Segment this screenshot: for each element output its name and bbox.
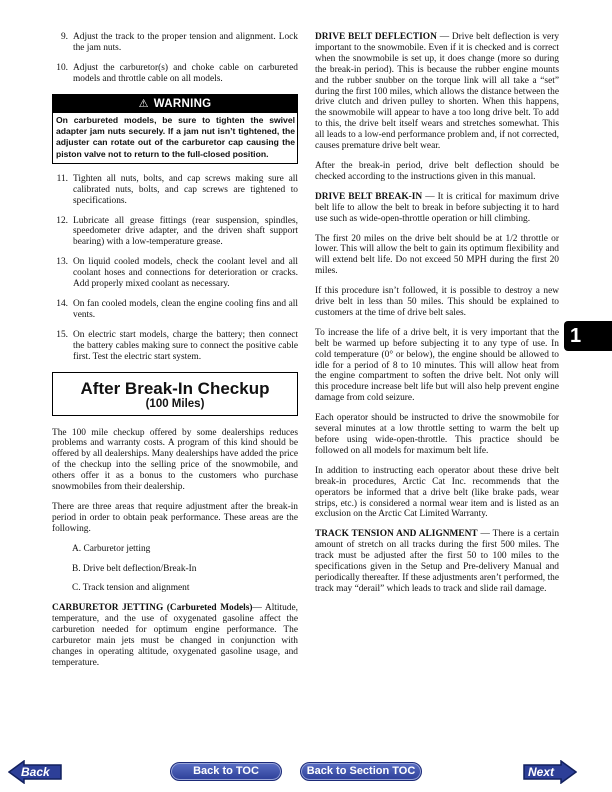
step-text: Adjust the carburetor(s) and choke cable on carbureted models and throttle cable on all models. (73, 62, 298, 84)
back-button[interactable] (8, 760, 62, 784)
paragraph: Each operator should be instructed to drive the snowmobile for several minutes at a low throttle setting to warm the belt up before using wide-open-throttle. This practice should be followed on all models for maximum belt life. (315, 413, 559, 456)
list-item (52, 330, 298, 363)
section-title: After Break-In Checkup (80, 378, 270, 398)
area-item: C. Track tension and alignment (72, 583, 190, 594)
paragraph: If this procedure isn’t followed, it is possible to destroy a new drive belt in less than 50 miles. This should be explained to customers at the time of drive belt sales. (315, 286, 559, 318)
drive-belt-break-in-lead: DRIVE BELT BREAK-IN (315, 191, 423, 202)
next-button[interactable] (523, 760, 577, 784)
drive-belt-deflection-text: — Drive belt deflection is very important to the snowmobile. Even if it is checked and is correct when the snowmobile is set up, it does change (more so during the break-in period). This is because the rubber engine mounts and the rubber snubber on the torque link will all take a “set” during the first 100 miles, which allows the distance between the drive clutch and driven pulley to shorten. When this happens, the snowmobile will appear to have a too long drive belt. To add to this, the drive belt itself wears and stretches somewhat. This all leads to a low-end performance problem and, if not corrected, causes premature drive belt wear. (315, 32, 560, 152)
list-item (52, 174, 298, 207)
section-heading (52, 372, 298, 416)
step-text: Adjust the track to the proper tension and alignment. Lock the jam nuts. (73, 32, 298, 53)
carburetor-jetting-text: — Altitude, temperature, and the use of oxygenated gasoline affect the carburetion needed for optimum engine performance. The carburetor main jets must be changed in conjunction with changes in operating altitude, oxygenated gasoline usage, and temperature. (52, 603, 298, 668)
list-item (52, 216, 298, 249)
track-tension-lead: TRACK TENSION AND ALIGNMENT (315, 529, 478, 540)
top-steps-list (52, 32, 298, 85)
track-tension-paragraph (315, 529, 559, 594)
drive-belt-deflection-lead: DRIVE BELT DEFLECTION (315, 32, 437, 42)
next-label: Next (528, 765, 555, 779)
step-number: 9. (60, 32, 68, 42)
intro-paragraph: The 100 mile checkup offered by some dealerships reduces problems and warranty costs. A program of this kind should be offered by all dealerships. Many dealerships have added the price of the checkup into the selling price of the snowmobile, and others offer it as a bonus to the customers who purchase snowmobiles from their dealership. (52, 427, 298, 493)
list-item (52, 257, 298, 290)
section-subtitle: (100 Miles) (145, 397, 205, 410)
paragraph: In addition to instructing each operator about these drive belt break-in procedures, Arctic Cat Inc. recommends that the operators be informed that a drive belt (like brake pads, wear strips, etc.) is considered a normal wear item and is listed as an exclusion on the Arctic Cat Limited Warranty. (315, 465, 559, 520)
area-item: A. Carburetor jetting (72, 543, 151, 554)
back-label: Back (21, 765, 50, 779)
warning-box (52, 94, 298, 164)
step-text: Tighten all nuts, bolts, and cap screws making sure all calibrated nuts, bolts, and cap screws are tightened to specifications. (73, 173, 298, 206)
paragraph: The first 20 miles on the drive belt should be at 1/2 throttle or lower. This will allow the belt to gain its optimum flexibility and will extend belt life. Do not exceed 50 MPH during the first 20 miles. (315, 233, 559, 277)
area-item: B. Drive belt deflection/Break-In (72, 563, 197, 574)
step-number: 15. (56, 329, 68, 340)
areas-list (52, 544, 298, 595)
warning-text: On carbureted models, be sure to tighten the swivel adapter jam nuts securely. If a jam nut isn’t tightened, the adjuster can rotate out of the carburetor cap causing the piston valve not to return to the full-closed position. (56, 114, 295, 159)
step-number: 10. (56, 62, 68, 73)
list-item (52, 299, 298, 321)
paragraph: After the break-in period, drive belt deflection should be checked according to the instructions given in this manual. (315, 160, 559, 182)
track-tension-text: — There is a certain amount of stretch on all tracks during the first 500 miles. The track must be adjusted after the first 50 to 100 miles to the specifications given in the Setup and Pre-delivery Manual and periodically thereafter. If these adjustments aren’t performed, the track may “derail” which leads to track and slide rail damage. (315, 529, 560, 594)
list-item (52, 63, 298, 85)
warning-triangle-icon: ⚠ (138, 97, 149, 110)
step-number: 13. (56, 257, 68, 268)
carburetor-jetting-paragraph (52, 603, 298, 668)
drive-belt-break-in-paragraph (315, 192, 559, 225)
step-text: On electric start models, charge the battery; then connect the battery cables making sure to connect the positive cable first. Test the electric start system. (73, 329, 298, 362)
paragraph: To increase the life of a drive belt, it is very important that the belt be warmed up before subjecting it to any type of use. In cold temperature (0° or below), the engine should be allowed to idle for a period of 8 to 10 minutes. This will allow heat from the engine compartment to soften the drive belt. Not only will this procedure increase belt life but will also help prevent engine damage from cold seizure. (315, 327, 559, 404)
list-item (52, 32, 298, 54)
drive-belt-break-in-text: — It is critical for maximum drive belt life to allow the belt to break in before subjecting it to hard use such as wide-open-throttle operation or hill climbing. (315, 191, 560, 224)
left-column (52, 32, 298, 678)
step-text: On liquid cooled models, check the coolant level and all coolant hoses and connections for deterioration or cracks. Add properly mixed coolant as necessary. (73, 257, 298, 290)
back-to-toc-button[interactable]: Back to TOC (170, 762, 282, 781)
section-tab: 1 (564, 321, 612, 351)
right-column (315, 32, 559, 604)
drive-belt-deflection-paragraph (315, 32, 559, 152)
warning-header (53, 95, 297, 113)
areas-intro-paragraph: There are three areas that require adjustment after the break-in period in order to obtain peak performance. These areas are the following. (52, 501, 298, 534)
steps-list (52, 174, 298, 363)
back-to-section-toc-button[interactable]: Back to Section TOC (300, 762, 422, 781)
carburetor-jetting-lead: CARBURETOR JETTING (Carbureted Models) (52, 603, 253, 614)
warning-title: WARNING (153, 97, 212, 110)
step-number: 12. (56, 215, 68, 226)
step-text: On fan cooled models, clean the engine cooling fins and all vents. (73, 298, 298, 320)
step-number: 14. (56, 298, 68, 309)
step-text: Lubricate all grease fittings (rear suspension, spindles, speedometer drive adapter, and the driven shaft support bearing) with a low-temperature grease. (73, 215, 298, 248)
step-number: 11. (56, 173, 68, 184)
